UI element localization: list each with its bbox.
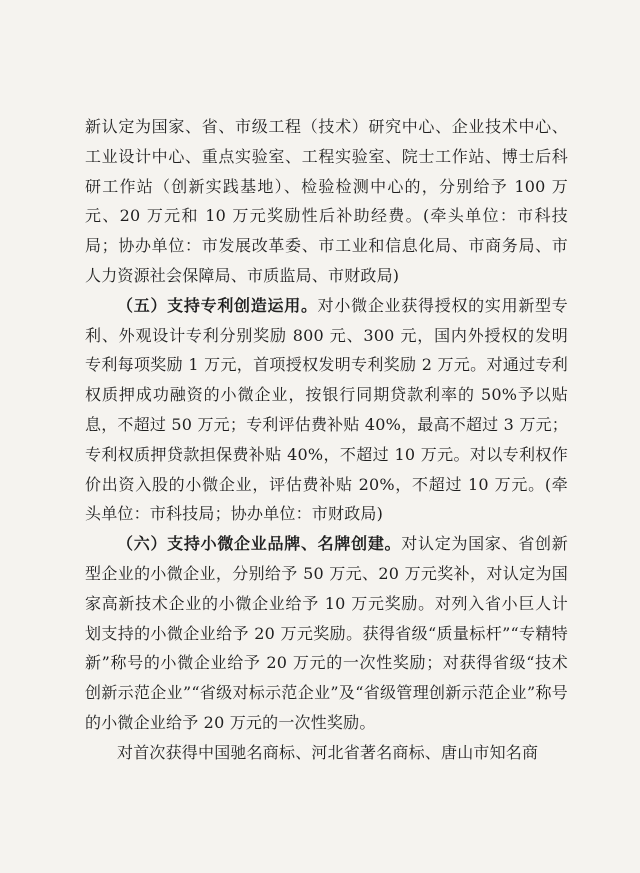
section-brand-support [85,529,568,738]
section-body-patent: 对小微企业获得授权的实用新型专利、外观设计专利分别奖励 800 元、300 元，国内外授权的发明专利每项奖励 1 万元，首项授权发明专利奖励 2 万元。对通过专利权质押成功融资的小微企业，按银行同期贷款利率的 50%予以贴息，不超过 50 万元；专利评估费补贴 40%，最高不超过 3 万元；专利权质押贷款担保费补贴 40%，不超过 10 万元。对以专利权作价出资入股的小微企业，评估费补贴 20%，不超过 10 万元。(牵头单位：市科技局；协办单位：市财政局) [85,295,568,524]
paragraph-research-center-awards: 新认定为国家、省、市级工程（技术）研究中心、企业技术中心、工业设计中心、重点实验室、工程实验室、院士工作站、博士后科研工作站（创新实践基地）、检验检测中心的，分别给予 100 万元、20 万元和 10 万元奖励性后补助经费。(牵头单位：市科技局；协办单位：市发展改革委、市工业和信息化局、市商务局、市人力资源社会保障局、市质监局、市财政局) [85,117,568,285]
paragraph-trademark-awards: 对首次获得中国驰名商标、河北省著名商标、唐山市知名商 [117,742,539,762]
section-patent-support [85,291,568,529]
section-heading-patent: （五）支持专利创造运用。 [117,295,318,315]
section-heading-brand: （六）支持小微企业品牌、名牌创建。 [117,534,402,554]
section-body-brand: 对认定为国家、省创新型企业的小微企业，分别给予 50 万元、20 万元奖补，对认定为国家高新技术企业的小微企业给予 10 万元奖励。对列入省小巨人计划支持的小微企业给予 20 万元奖励。获得省级“质量标杆”“专精特新”称号的小微企业给予 20 万元的一次性奖励；对获得省级“技术创新示范企业”“省级对标示范企业”及“省级管理创新示范企业”称号的小微企业给予 20 万元的一次性奖励。 [85,534,568,732]
